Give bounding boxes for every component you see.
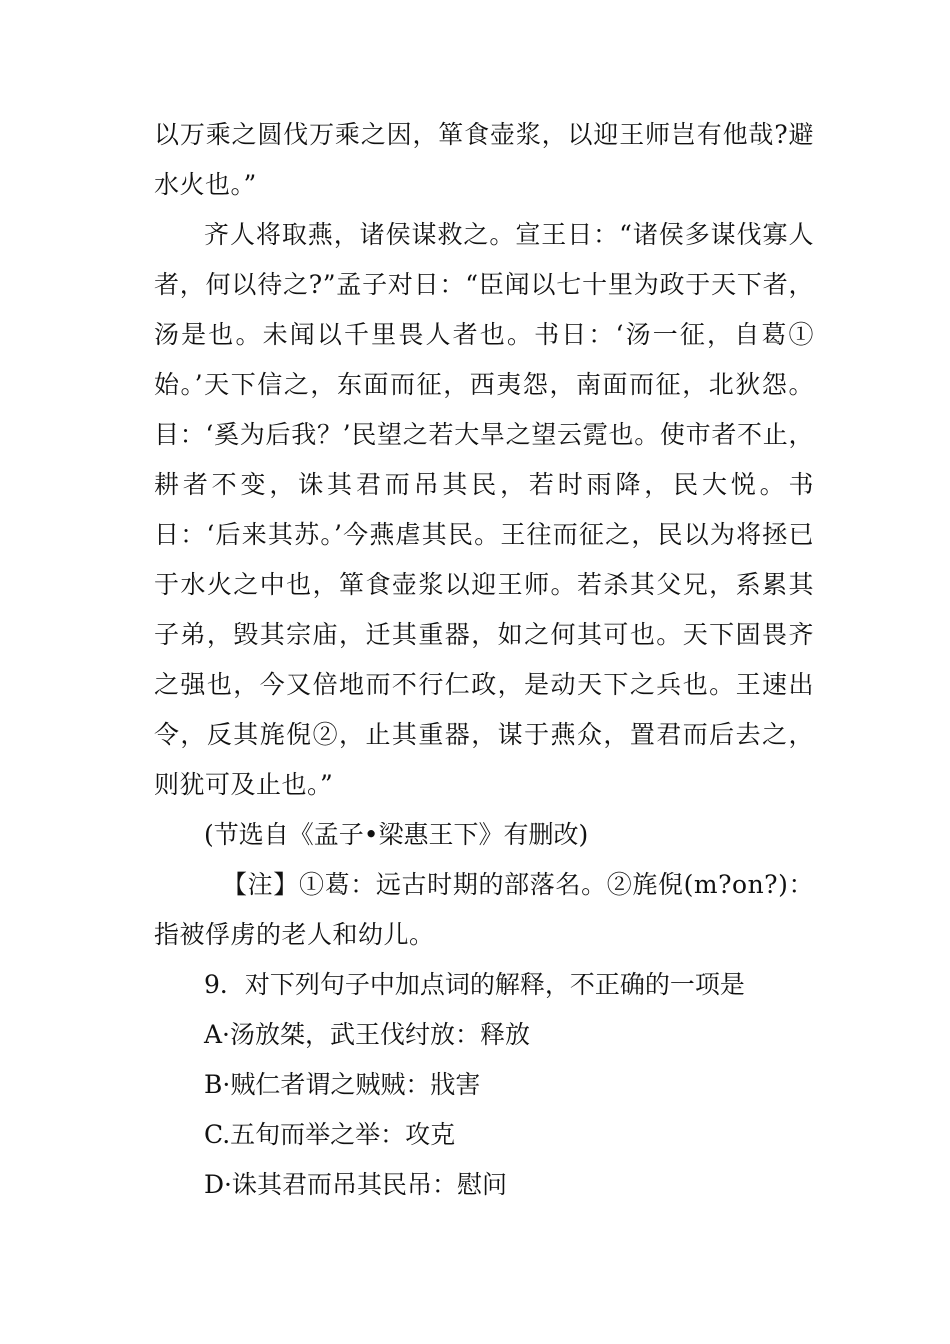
question-stem: 9．对下列句子中加点词的解释，不正确的一项是 [204,970,745,999]
passage-note: 【注】①葛：远古时期的部落名。②旄倪(m?on?)：指被俘虏的老人和幼儿。 [154,870,814,949]
option-b: B·贼仁者谓之贼贼：戕害 [204,1070,481,1099]
option-a: A·汤放桀，武王伐纣放：释放 [204,1020,531,1049]
passage-paragraph-2: 齐人将取燕，诸侯谋救之。宣王日：“诸侯多谋伐寡人者，何以待之?”孟子对日：“臣闻以七十里为政于天下者，汤是也。未闻以千里畏人者也。书日：‘汤一征，自葛①始。’天下信之，东面而征，西夷怨，南面而征，北狄怨。目：‘奚为后我？’民望之若大旱之望云霓也。使市者不止，耕者不变，诛其君而吊其民，若时雨降，民大悦。书日：‘后来其苏。’今燕虐其民。王往而征之，民以为将拯已于水火之中也，箪食壶浆以迎王师。若杀其父兄，系累其子弟，毁其宗庙，迁其重器，如之何其可也。天下固畏齐之强也，今又倍地而不行仁政，是动天下之兵也。王速出令，反其旄倪②，止其重器，谋于燕众，置君而后去之，则犹可及止也。” [154,220,814,799]
option-c: C.五旬而举之举：攻克 [204,1120,456,1149]
passage-source: (节选自《孟子•梁惠王下》有删改) [204,820,589,849]
option-d: D·诛其君而吊其民吊：慰问 [204,1170,507,1199]
passage-paragraph-1: 以万乘之圆伐万乘之因，箪食壶浆，以迎王师岂有他哉?避水火也。” [154,120,814,199]
document-page [154,110,814,1210]
